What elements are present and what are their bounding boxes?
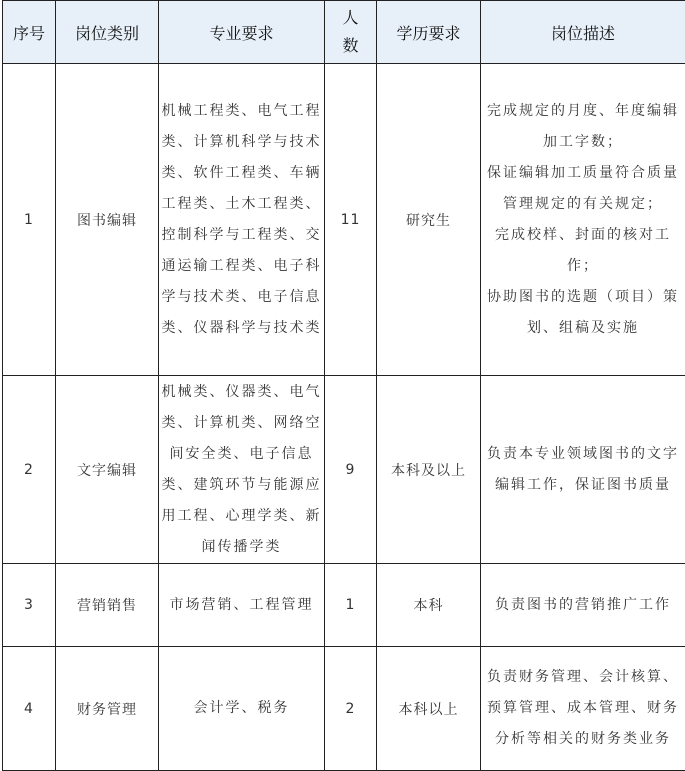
description-line: 负责财务管理、会计核算、预算管理、成本管理、财务分析等相关的财务类业务 <box>481 662 685 755</box>
table-row <box>3 376 685 564</box>
job-table <box>2 0 685 771</box>
description-line: 完成规定的月度、年度编辑加工字数； <box>481 96 685 158</box>
description-line: 负责图书的营销推广工作 <box>481 590 685 621</box>
table-row <box>3 64 685 376</box>
cell-count: 9 <box>325 376 377 564</box>
description-line: 协助图书的选题（项目）策划、组稿及实施 <box>481 282 685 344</box>
cell-index: 2 <box>3 376 56 564</box>
header-row <box>3 1 685 64</box>
cell-major: 会计学、税务 <box>159 647 325 771</box>
cell-description <box>481 564 685 647</box>
header-count <box>325 1 377 64</box>
cell-education: 本科及以上 <box>377 376 481 564</box>
cell-major: 机械类、仪器类、电气类、计算机类、网络空间安全类、电子信息类、建筑环节与能源应用工程、心理学类、新闻传播学类 <box>159 376 325 564</box>
cell-education: 本科 <box>377 564 481 647</box>
header-major: 专业要求 <box>159 1 325 64</box>
cell-major: 机械工程类、电气工程类、计算机科学与技术类、软件工程类、车辆工程类、土木工程类、控制科学与工程类、交通运输工程类、电子科学与技术类、电子信息类、仪器科学与技术类 <box>159 64 325 376</box>
description-line: 负责本专业领域图书的文字编辑工作，保证图书质量 <box>481 439 685 501</box>
header-education: 学历要求 <box>377 1 481 64</box>
description-line: 完成校样、封面的核对工作； <box>481 220 685 282</box>
table-body <box>3 64 685 771</box>
cell-description <box>481 647 685 771</box>
cell-category: 文字编辑 <box>56 376 159 564</box>
table-row <box>3 647 685 771</box>
cell-description <box>481 64 685 376</box>
header-category: 岗位类别 <box>56 1 159 64</box>
cell-count: 1 <box>325 564 377 647</box>
cell-description <box>481 376 685 564</box>
cell-education: 研究生 <box>377 64 481 376</box>
header-index: 序号 <box>3 1 56 64</box>
table-row <box>3 564 685 647</box>
cell-category: 图书编辑 <box>56 64 159 376</box>
table-header <box>3 1 685 64</box>
cell-count: 2 <box>325 647 377 771</box>
header-description: 岗位描述 <box>481 1 685 64</box>
header-count-line1: 人 <box>325 4 376 32</box>
description-line: 保证编辑加工质量符合质量管理规定的有关规定； <box>481 158 685 220</box>
cell-index: 4 <box>3 647 56 771</box>
cell-education: 本科以上 <box>377 647 481 771</box>
cell-count: 11 <box>325 64 377 376</box>
header-count-line2: 数 <box>325 32 376 60</box>
cell-major: 市场营销、工程管理 <box>159 564 325 647</box>
cell-category: 营销销售 <box>56 564 159 647</box>
cell-index: 1 <box>3 64 56 376</box>
cell-category: 财务管理 <box>56 647 159 771</box>
cell-index: 3 <box>3 564 56 647</box>
